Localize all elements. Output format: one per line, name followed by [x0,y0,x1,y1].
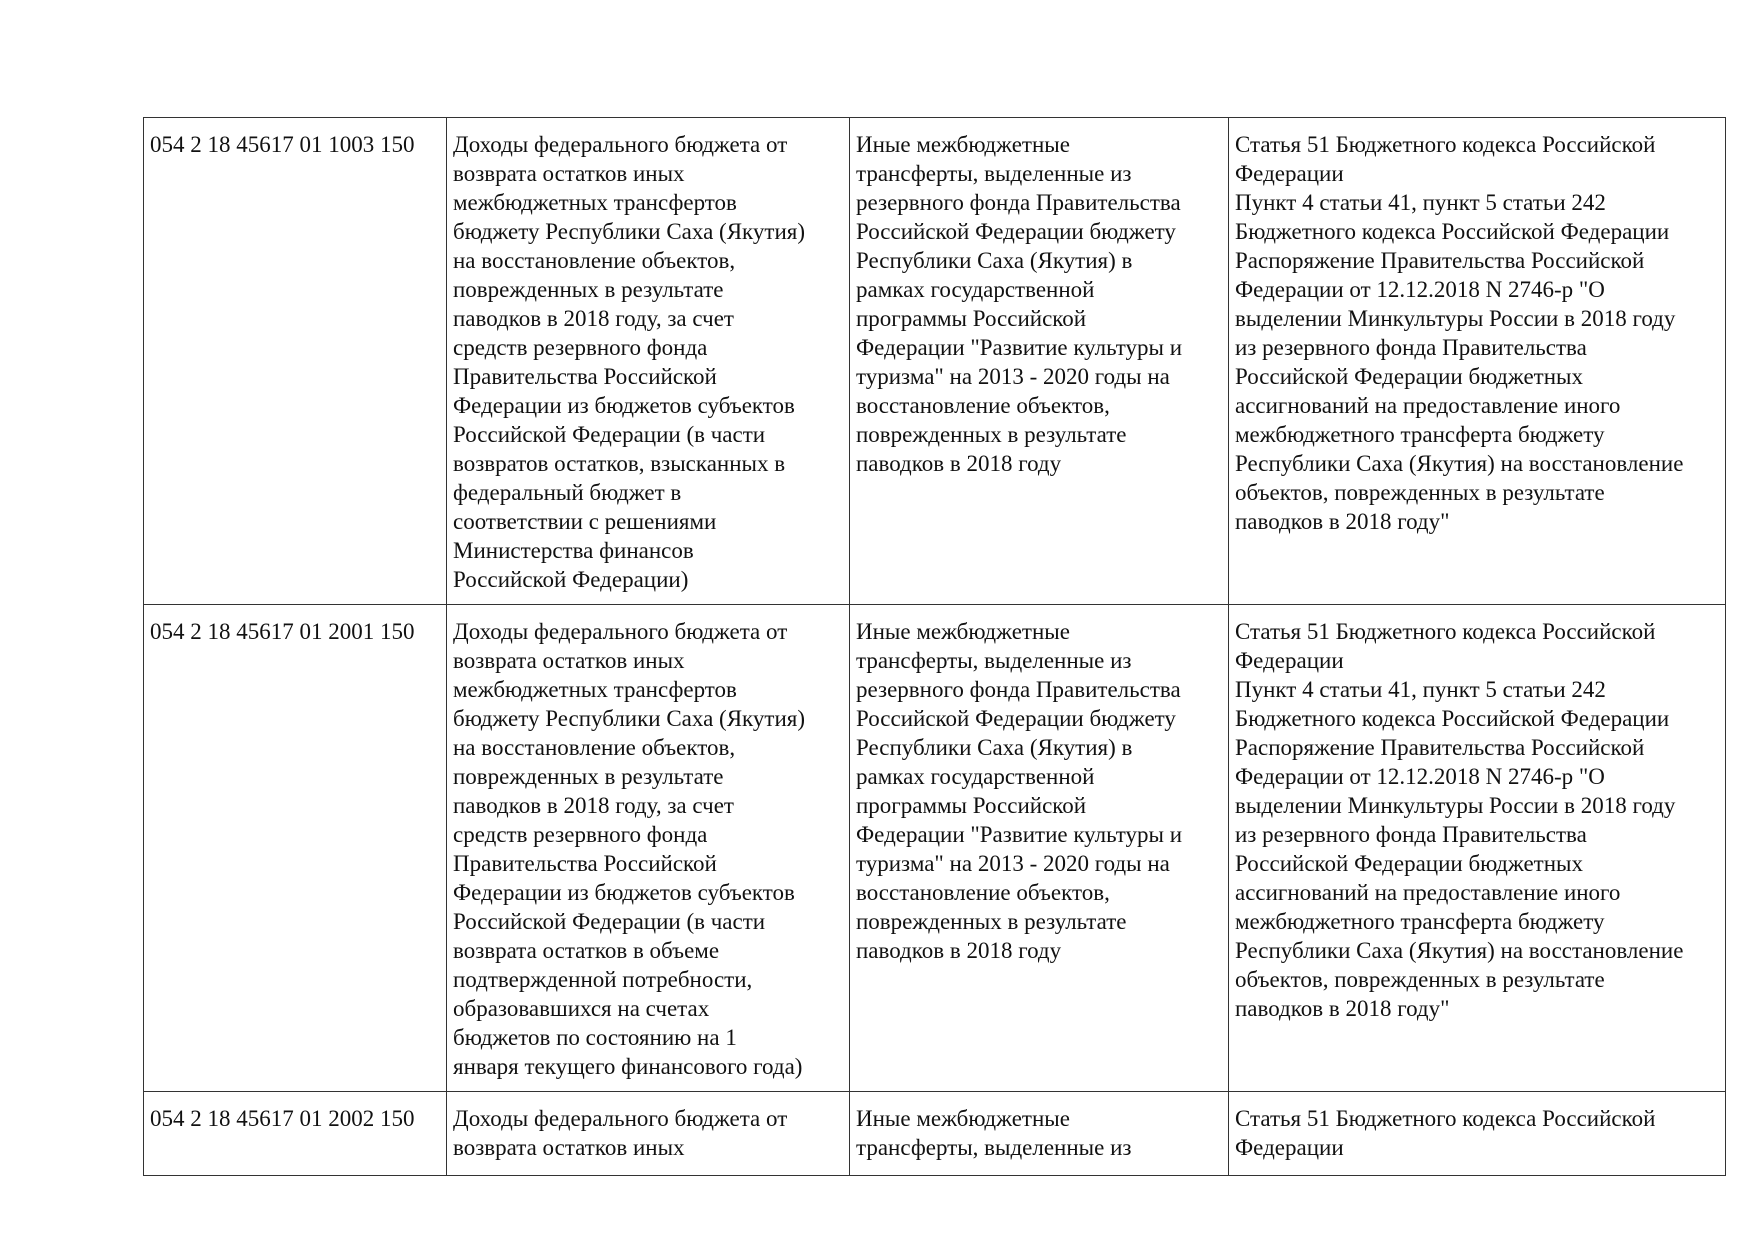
table-row [144,118,1726,605]
legal-basis-cell: Статья 51 Бюджетного кодекса Российской Федерации Пункт 4 статьи 41, пункт 5 статьи 242 Бюджетного кодекса Российской Федерации Распоряжение Правительства Российской Федерации от 12.12.2018 N 2746-р "О выделении Минкультуры России в 2018 году из резервного фонда Правительства Российской Федерации бюджетных ассигнований на предоставление иного межбюджетного трансферта бюджету Республики Саха (Якутия) на восстановление объектов, поврежденных в результате паводков в 2018 году" [1229,605,1726,1092]
budget-code-cell: 054 2 18 45617 01 1003 150 [144,118,447,605]
income-name-cell: Доходы федерального бюджета от возврата остатков иных межбюджетных трансфертов бюджету Республики Саха (Якутия) на восстановление объектов, поврежденных в результате паводков в 2018 году, за счет средств резервного фонда Правительства Российской Федерации из бюджетов субъектов Российской Федерации (в части возврата остатков в объеме подтвержденной потребности, образовавшихся на счетах бюджетов по состоянию на 1 января текущего финансового года) [447,605,850,1092]
budget-code-cell: 054 2 18 45617 01 2002 150 [144,1092,447,1176]
transfer-description-cell: Иные межбюджетные трансферты, выделенные из резервного фонда Правительства Российской Федерации бюджету Республики Саха (Якутия) в рамках государственной программы Российской Федерации "Развитие культуры и туризма" на 2013 - 2020 годы на восстановление объектов, поврежденных в результате паводков в 2018 году [850,605,1229,1092]
budget-code-cell: 054 2 18 45617 01 2001 150 [144,605,447,1092]
transfer-description-cell: Иные межбюджетные трансферты, выделенные из [850,1092,1229,1176]
legal-basis-cell: Статья 51 Бюджетного кодекса Российской Федерации Пункт 4 статьи 41, пункт 5 статьи 242 Бюджетного кодекса Российской Федерации Распоряжение Правительства Российской Федерации от 12.12.2018 N 2746-р "О выделении Минкультуры России в 2018 году из резервного фонда Правительства Российской Федерации бюджетных ассигнований на предоставление иного межбюджетного трансферта бюджету Республики Саха (Якутия) на восстановление объектов, поврежденных в результате паводков в 2018 году" [1229,118,1726,605]
income-name-cell: Доходы федерального бюджета от возврата остатков иных [447,1092,850,1176]
table-row [144,605,1726,1092]
budget-classification-table [143,117,1726,1176]
transfer-description-cell: Иные межбюджетные трансферты, выделенные из резервного фонда Правительства Российской Федерации бюджету Республики Саха (Якутия) в рамках государственной программы Российской Федерации "Развитие культуры и туризма" на 2013 - 2020 годы на восстановление объектов, поврежденных в результате паводков в 2018 году [850,118,1229,605]
income-name-cell: Доходы федерального бюджета от возврата остатков иных межбюджетных трансфертов бюджету Республики Саха (Якутия) на восстановление объектов, поврежденных в результате паводков в 2018 году, за счет средств резервного фонда Правительства Российской Федерации из бюджетов субъектов Российской Федерации (в части возвратов остатков, взысканных в федеральный бюджет в соответствии с решениями Министерства финансов Российской Федерации) [447,118,850,605]
table-row [144,1092,1726,1176]
legal-basis-cell: Статья 51 Бюджетного кодекса Российской Федерации [1229,1092,1726,1176]
